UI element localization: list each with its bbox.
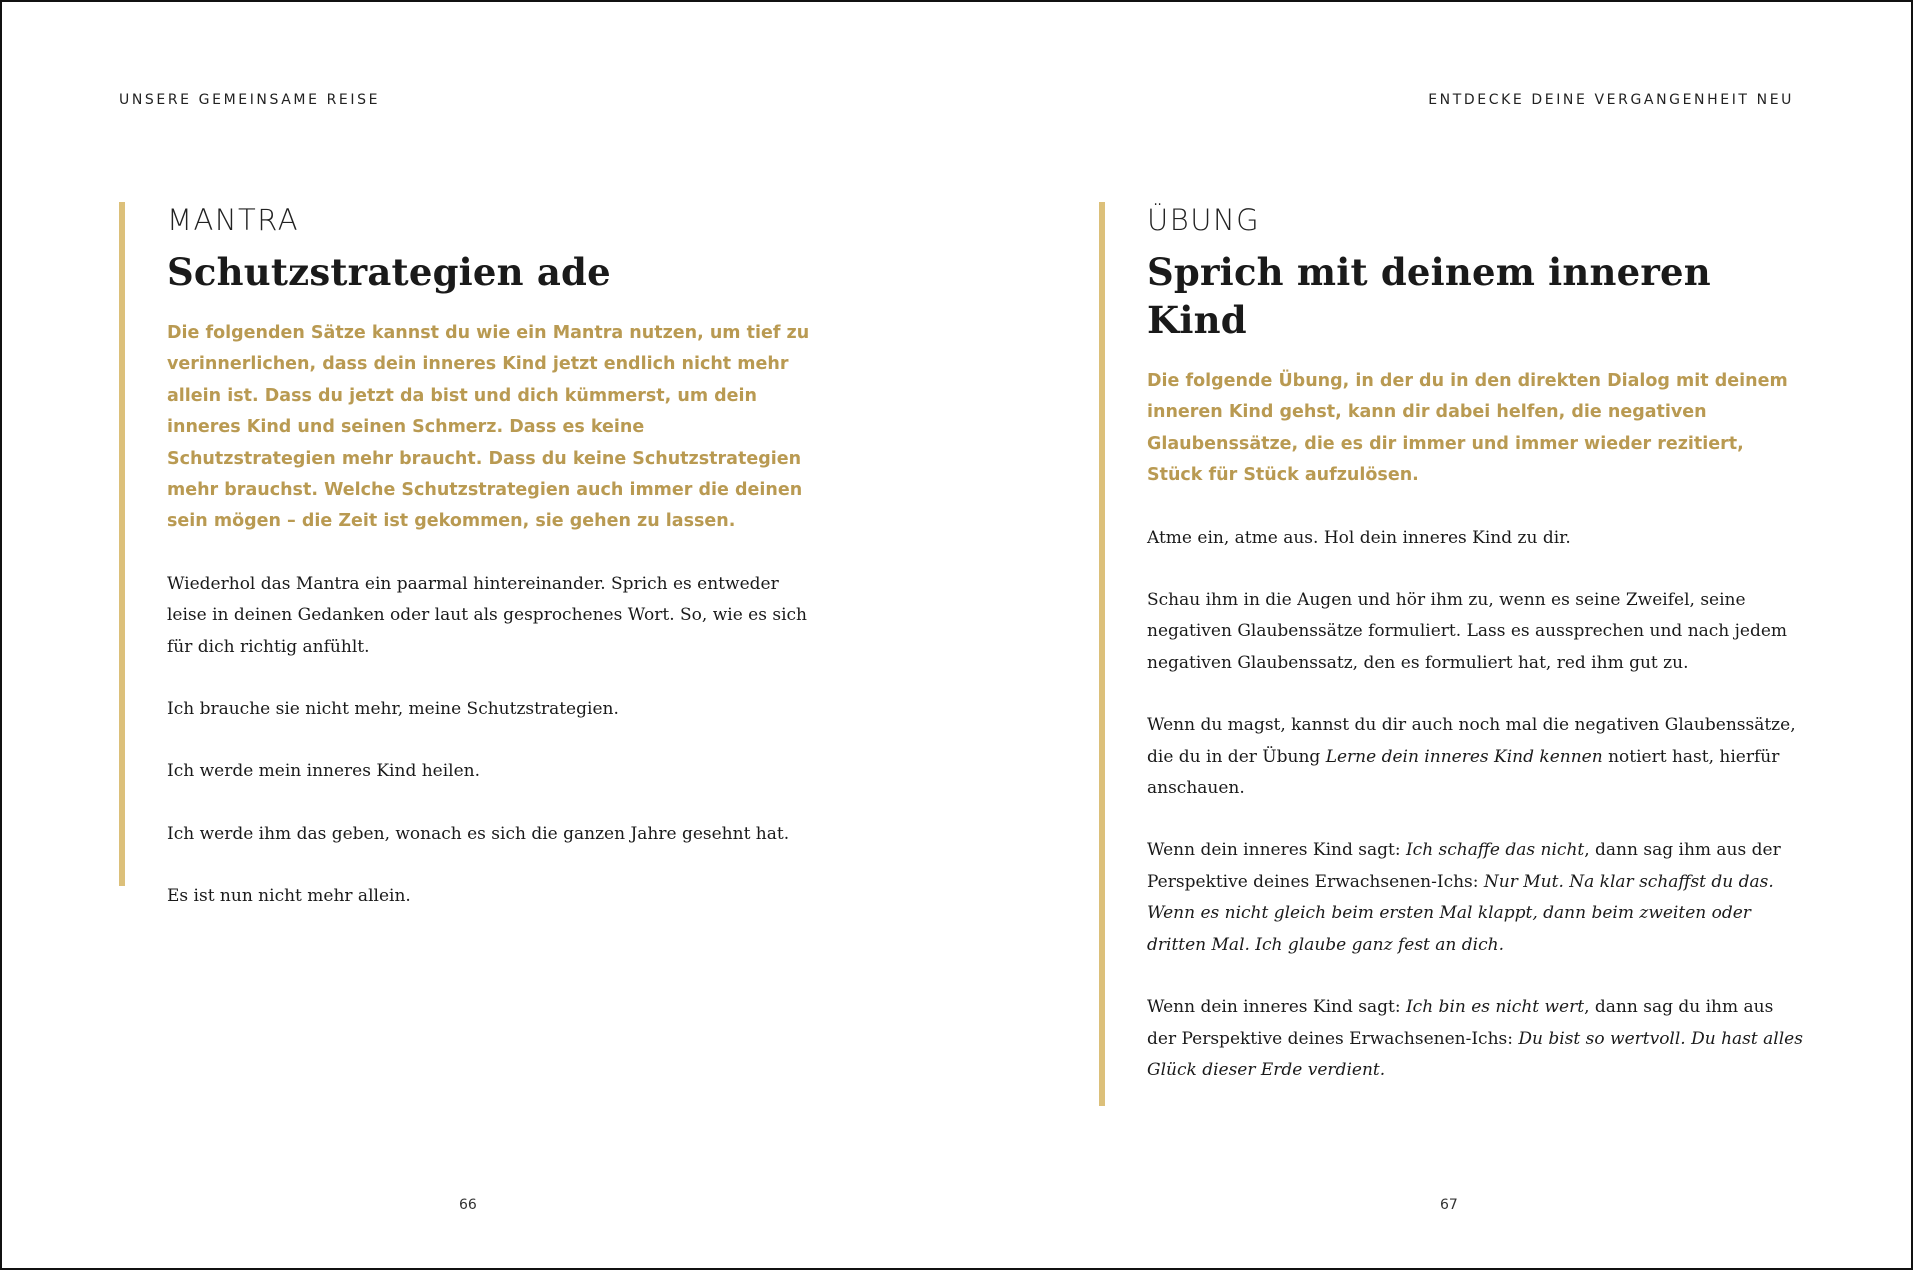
mantra-line: Es ist nun nicht mehr allein. [167,886,411,907]
text-span: notiert hast, hierfür anschauen. [1147,746,1780,799]
body-paragraph: Wiederhol das Mantra ein paarmal hintereinander. Sprich es entweder leise in deinen Gedanken oder laut als gesprochenes Wort. So, wie es sich für dich richtig anfühlt. [167,573,807,657]
body-paragraph [1147,992,1804,1086]
exercise-panel [1099,202,1804,1106]
body-paragraph [1147,710,1804,804]
page-number-left: 66 [459,1197,477,1213]
adult-reply: Du bist so wertvoll. Du hast alles Glück dieser Erde verdient. [1147,1028,1803,1080]
lead-paragraph-left: Die folgenden Sätze kannst du wie ein Mantra nutzen, um tief zu verinnerlichen, dass dein inneres Kind jetzt endlich nicht mehr allein ist. Dass du jetzt da bist und dich kümmerst, um dein inneres Kind und seinen Schmerz. Dass es keine Schutzstrategien mehr braucht. Dass du keine Schutzstrategien mehr brauchst. Welche Schutzstrategien auch immer die deinen sein mögen – die Zeit ist gekommen, sie gehen zu lassen. [167,323,810,532]
running-head-left: UNSERE GEMEINSAME REISE [119,92,381,108]
lead-paragraph-right: Die folgende Übung, in der du in den direkten Dialog mit deinem inneren Kind gehst, kann dir dabei helfen, die negativen Glaubenssätze, die es dir immer und immer wieder rezitiert, Stück für Stück aufzulösen. [1147,371,1788,486]
page-number-right: 67 [1440,1197,1458,1213]
mantra-line: Ich brauche sie nicht mehr, meine Schutzstrategien. [167,699,619,720]
mantra-panel [119,202,819,907]
text-span: Wenn du magst, kannst du dir auch noch mal die negativen Glaubenssätze, die du in der Übung [1147,715,1796,767]
page-title-left: Schutzstrategien ade [167,250,611,294]
text-span: , dann sag ihm aus der Perspektive deines Erwachsenen-Ichs: [1147,840,1781,892]
exercise-reference: Lerne dein inneres Kind kennen [1325,746,1603,767]
mantra-line: Ich werde ihm das geben, wonach es sich die ganzen Jahre gesehnt hat. [167,823,790,844]
body-paragraph: Atme ein, atme aus. Hol dein inneres Kind zu dir. [1147,527,1571,548]
text-span: , dann sag du ihm aus der Perspektive deines Erwachsenen-Ichs: [1147,997,1774,1049]
body-paragraph [1147,835,1804,961]
mantra-line: Ich werde mein inneres Kind heilen. [167,761,481,782]
section-kicker-mantra: MANTRA [167,203,300,237]
child-quote: Ich schaffe das nicht [1405,840,1585,861]
child-quote: Ich bin es nicht wert [1405,997,1585,1018]
section-kicker-exercise: ÜBUNG [1147,203,1261,237]
page-title-right: Sprich mit deinem inneren Kind [1147,250,1711,342]
adult-reply: Nur Mut. Na klar schaffst du das. Wenn es nicht gleich beim ersten Mal klappt, dann beim zweiten oder dritten Mal. Ich glaube ganz fest an dich. [1147,871,1774,955]
text-span: Wenn dein inneres Kind sagt: [1147,840,1406,861]
body-paragraph: Schau ihm in die Augen und hör ihm zu, wenn es seine Zweifel, seine negativen Glaubenssätze formuliert. Lass es aussprechen und nach jedem negativen Glaubenssatz, den es formuliert hat, red ihm gut zu. [1147,590,1788,673]
text-span: Wenn dein inneres Kind sagt: [1147,997,1406,1018]
running-head-right: ENTDECKE DEINE VERGANGENHEIT NEU [1428,92,1794,108]
